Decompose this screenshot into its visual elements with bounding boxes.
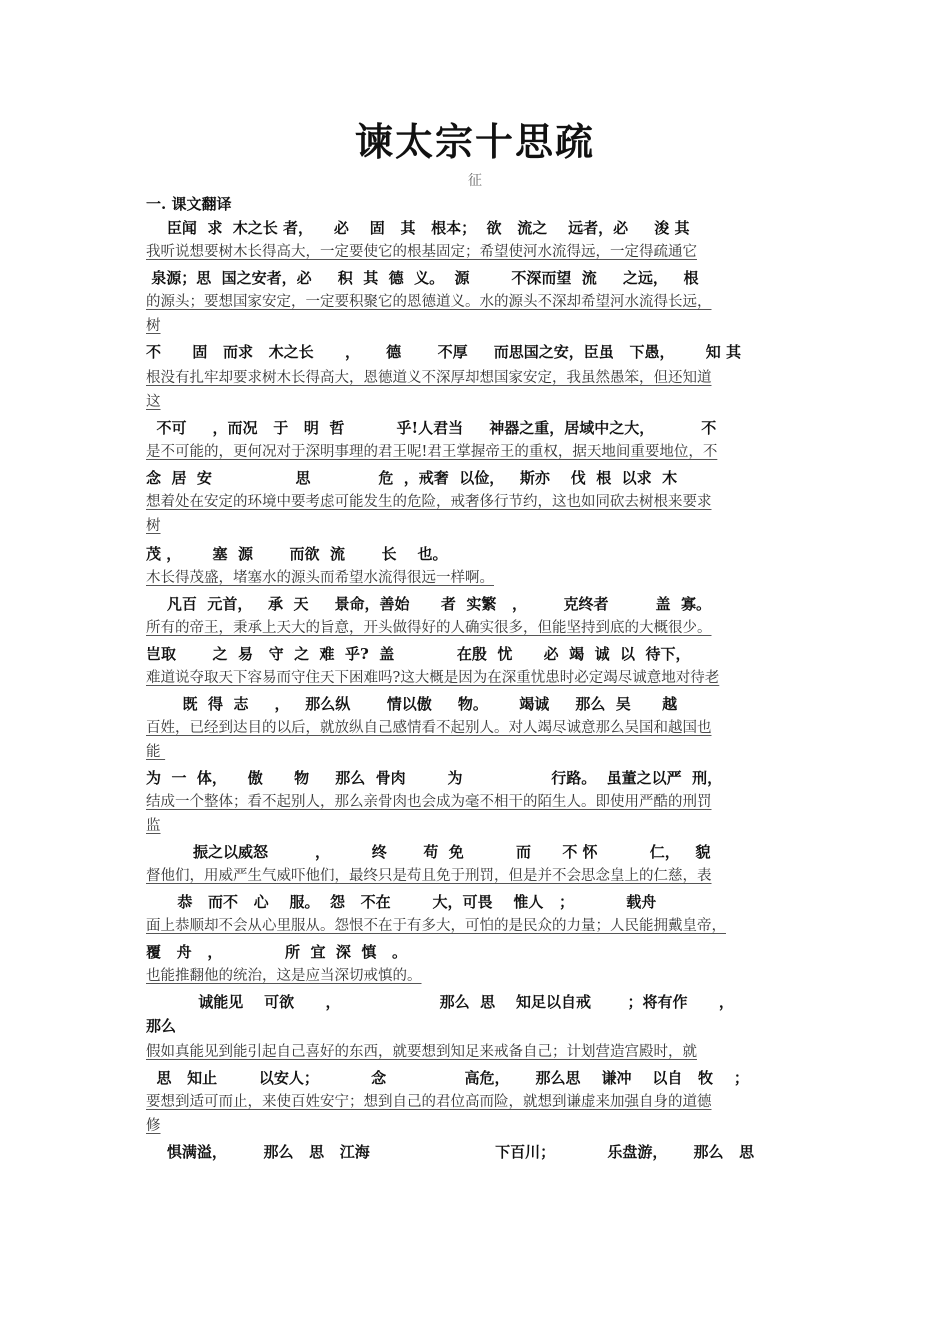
original-text-line: 念 居 安 思 危 ，戒奢 以俭， 斯亦 伐 根 以求 木 bbox=[146, 469, 678, 487]
translation-line: 面上恭顺却不会从心里服从。怨恨不在于有多大，可怕的是民众的力量；人民能拥戴皇帝， bbox=[146, 918, 726, 934]
original-text-line: 那么 bbox=[146, 1017, 177, 1035]
original-text-line: 既 得 志 ， 那么纵 情以傲 物。 竭诚 那么 吴 越 bbox=[146, 695, 678, 713]
original-text-line: 覆 舟 ， 所 宜 深 慎 。 bbox=[146, 943, 407, 961]
original-text-line: 岂取 之 易 守 之 难 乎? 盖 在殷 忧 必 竭 诚 以 待下， bbox=[146, 645, 691, 663]
translation-line: 结成一个整体；看不起别人，那么亲骨肉也会成为毫不相干的陌生人。即使用严酷的刑罚 bbox=[146, 794, 712, 810]
translation-line: 监 bbox=[146, 818, 161, 834]
translation-line: 树 bbox=[146, 318, 161, 334]
original-text-line: 不 固 而求 木之长 ， 德 不厚 而思国之安，臣虽 下愚， 知 其 bbox=[146, 343, 742, 361]
original-text-line: 泉源；思 国之安者，必 积 其 德 义。 源 不深而望 流 之远， 根 bbox=[146, 269, 699, 287]
translation-line: 是不可能的，更何况对于深明事理的君王呢!君王掌握帝王的重权，据天地间重要地位，不 bbox=[146, 444, 718, 460]
translation-line: 想着处在安定的环境中要考虑可能发生的危险，戒奢侈行节约，这也如同砍去树根来要求 bbox=[146, 494, 712, 510]
translation-line: 督他们，用威严生气威吓他们，最终只是苟且免于刑罚，但是并不会思念皇上的仁慈，表 bbox=[146, 868, 712, 884]
translation-line: 根没有扎牢却要求树木长得高大，恩德道义不深厚却想国家安定，我虽然愚笨，但还知道 bbox=[146, 370, 712, 386]
original-text-line: 不可 ，而况 于 明 哲 乎!人君当 神器之重，居域中之大， 不 bbox=[146, 419, 717, 437]
original-text-line: 臣闻 求 木之长 者， 必 固 其 根本； 欲 流之 远者，必 浚 其 bbox=[146, 219, 690, 237]
original-text-line: 恭 而不 心 服。 怨 不在 大，可畏 惟人 ； 载舟 bbox=[146, 893, 657, 911]
translation-line: 也能推翻他的统治，这是应当深切戒慎的。 bbox=[146, 968, 422, 984]
translation-line: 的源头；要想国家安定，一定要积聚它的恩德道义。水的源头不深却希望河水流得长远， bbox=[146, 294, 712, 310]
translation-line: 难道说夺取天下容易而守住天下困难吗?这大概是因为在深重忧患时必定竭尽诚意地对待老 bbox=[146, 670, 720, 686]
original-text-line: 惧满溢， 那么 思 江海 下百川； 乐盘游， 那么 思 bbox=[146, 1143, 755, 1161]
original-text-line: 凡百 元首， 承 天 景命，善始 者 实繁 ， 克终者 盖 寡。 bbox=[146, 595, 711, 613]
translation-line: 这 bbox=[146, 394, 161, 410]
translation-line: 树 bbox=[146, 518, 161, 534]
translation-line: 修 bbox=[146, 1118, 161, 1134]
document-title: 谏太宗十思疏 bbox=[354, 119, 595, 164]
translation-line: 我听说想要树木长得高大，一定要使它的根基固定；希望使河水流得远，一定得疏通它 bbox=[146, 244, 697, 260]
original-text-line: 茂 ， 塞 源 而欲 流 长 也。 bbox=[146, 545, 448, 563]
original-text-line: 振之以威怒 ， 终 苟 免 而 不 怀 仁， 貌 bbox=[146, 843, 711, 861]
translation-line: 百姓，已经到达目的以后，就放纵自己感情看不起别人。对人竭尽诚意那么吴国和越国也 bbox=[146, 720, 712, 736]
translation-line: 假如真能见到能引起自己喜好的东西，就要想到知足来戒备自己；计划营造宫殿时，就 bbox=[146, 1044, 697, 1060]
original-text-line: 思 知止 以安人； 念 高危， 那么思 谦冲 以自 牧 ； bbox=[146, 1069, 749, 1087]
author-name: 征 bbox=[468, 173, 482, 189]
section-heading: 一. 课文翻译 bbox=[146, 195, 232, 213]
original-text-line: 诚能见 可欲 ， 那么 思 知足以自戒 ；将有作 ， bbox=[146, 993, 734, 1011]
translation-line: 要想到适可而止，来使百姓安宁；想到自己的君位高而险，就想到谦虚来加强自身的道德 bbox=[146, 1094, 712, 1110]
translation-line: 所有的帝王，秉承上天大的旨意，开头做得好的人确实很多，但能坚持到底的大概很少。 bbox=[146, 620, 712, 636]
original-text-line: 为 一 体， 傲 物 那么 骨肉 为 行路。 虽董之以严 刑， bbox=[146, 769, 723, 787]
translation-line: 能 bbox=[146, 744, 166, 760]
translation-line: 木长得茂盛，堵塞水的源头而希望水流得很远一样啊。 bbox=[146, 570, 494, 586]
